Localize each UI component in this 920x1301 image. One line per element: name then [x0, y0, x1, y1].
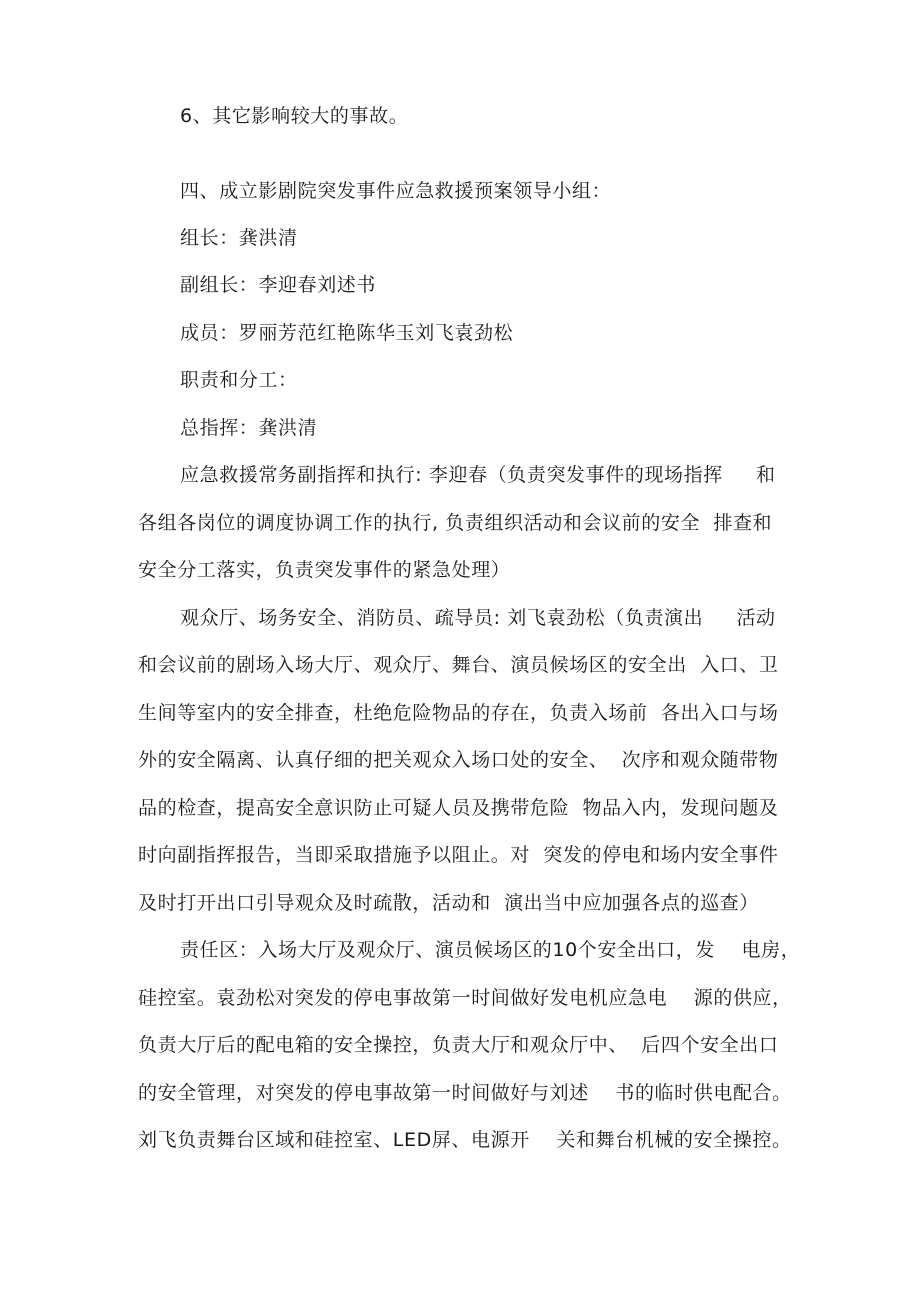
paragraph-line: 负责大厅后的配电箱的安全操控，负责大厅和观众厅中、 后四个安全出口	[138, 1034, 779, 1056]
paragraph-line: 外的安全隔离、认真仔细的把关观众入场口处的安全、 次序和观众随带物	[138, 749, 779, 771]
list-item-6: 6、其它影响较大的事故。	[180, 105, 409, 127]
paragraph-line: 和会议前的剧场入场大厅、观众厅、舞台、演员候场区的安全出 入口、卫	[138, 654, 779, 676]
paragraph-line: 刘飞负责舞台区域和硅控室、LED屏、电源开 关和舞台机械的安全操控。	[138, 1129, 792, 1151]
paragraph-line: 及时打开出口引导观众及时疏散，活动和 演出当中应加强各点的巡查）	[138, 892, 759, 914]
deputy-leader: 副组长：李迎春刘述书	[180, 274, 377, 296]
group-leader: 组长：龚洪清	[180, 227, 298, 249]
paragraph-line: 安全分工落实，负责突发事件的紧急处理）	[138, 559, 511, 581]
paragraph-line: 生间等室内的安全排查，杜绝危险物品的存在，负责入场前 各出入口与场	[138, 702, 779, 724]
section-heading: 四、成立影剧院突发事件应急救援预案领导小组：	[180, 180, 612, 202]
commander: 总指挥：龚洪清	[180, 417, 318, 439]
paragraph-line: 观众厅、场务安全、消防员、疏导员: 刘飞袁劲松（负责演出 活动	[180, 607, 776, 629]
paragraph-line: 时向副指挥报告，当即采取措施予以阻止。对 突发的停电和场内安全事件	[138, 844, 779, 866]
duties-heading: 职责和分工：	[180, 369, 298, 391]
members: 成员：罗丽芳范红艳陈华玉刘飞袁劲松	[180, 322, 514, 344]
paragraph-line: 各组各岗位的调度协调工作的执行, 负责组织活动和会议前的安全 排查和	[138, 512, 773, 534]
paragraph-line: 应急救援常务副指挥和执行: 李迎春（负责突发事件的现场指挥 和	[180, 464, 776, 486]
paragraph-line: 硅控室。袁劲松对突发的停电事故第一时间做好发电机应急电 源的供应，	[138, 987, 792, 1009]
paragraph-line: 的安全管理，对突发的停电事故第一时间做好与刘述 书的临时供电配合。	[138, 1082, 792, 1104]
paragraph-line: 责任区：入场大厅及观众厅、演员候场区的10个安全出口，发 电房，	[180, 939, 801, 961]
paragraph-line: 品的检查，提高安全意识防止可疑人员及携带危险 物品入内，发现问题及	[138, 797, 779, 819]
